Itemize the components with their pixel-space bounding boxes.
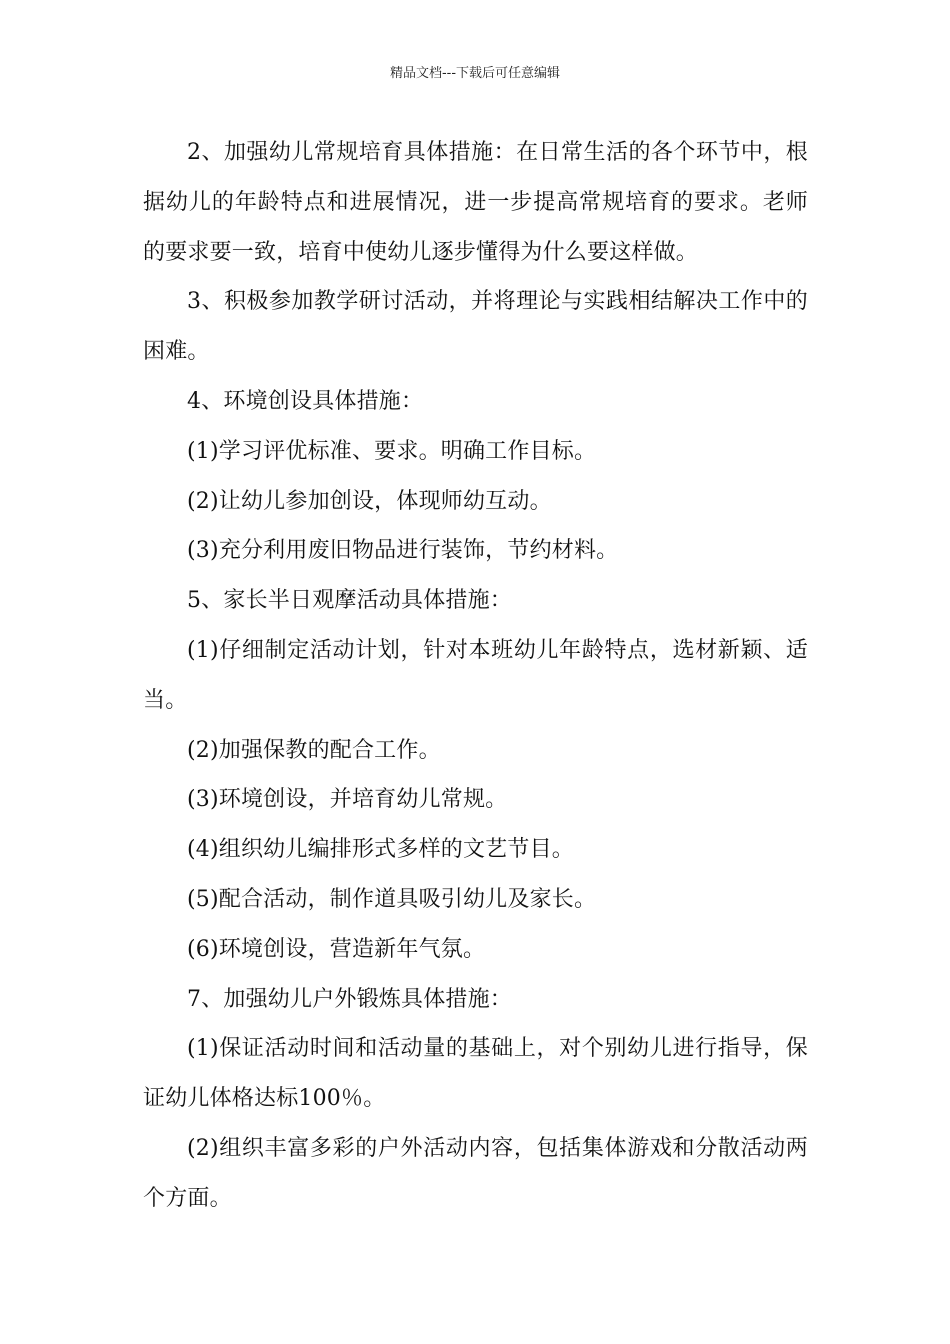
paragraph-item-2: 2、加强幼儿常规培育具体措施：在日常生活的各个环节中，根据幼儿的年龄特点和进展情况，进一步提高常规培育的要求。老师的要求要一致，培育中使幼儿逐步懂得为什么要这样做。 <box>143 140 808 265</box>
paragraph-item-5-4: (4)组织幼儿编排形式多样的文艺节目。 <box>187 837 574 863</box>
paragraph-item-4-2: (2)让幼儿参加创设，体现师幼互动。 <box>187 488 552 514</box>
paragraph-item-3: 3、积极参加教学研讨活动，并将理论与实践相结解决工作中的困难。 <box>143 289 808 365</box>
paragraph-item-5-heading: 5、家长半日观摩活动具体措施： <box>187 588 512 614</box>
paragraph-item-5-2: (2)加强保教的配合工作。 <box>187 737 441 763</box>
page-header: 精品文档---下载后可任意编辑 <box>389 66 561 81</box>
paragraph-item-4-1: (1)学习评优标准、要求。明确工作目标。 <box>187 438 597 464</box>
paragraph-item-7-2: (2)组织丰富多彩的户外活动内容，包括集体游戏和分散活动两个方面。 <box>143 1135 808 1211</box>
paragraph-item-5-6: (6)环境创设，营造新年气氛。 <box>187 936 486 962</box>
paragraph-item-4-heading: 4、环境创设具体措施： <box>187 388 424 414</box>
paragraph-item-5-5: (5)配合活动，制作道具吸引幼儿及家长。 <box>187 886 597 912</box>
paragraph-item-5-1: (1)仔细制定活动计划，针对本班幼儿年龄特点，选材新颖、适当。 <box>143 637 808 713</box>
paragraph-item-5-3: (3)环境创设，并培育幼儿常规。 <box>187 787 508 813</box>
paragraph-item-7-heading: 7、加强幼儿户外锻炼具体措施： <box>187 986 512 1012</box>
paragraph-item-4-3: (3)充分利用废旧物品进行装饰，节约材料。 <box>187 538 619 564</box>
paragraph-item-7-1: (1)保证活动时间和活动量的基础上，对个别幼儿进行指导，保证幼儿体格达标100％。 <box>143 1036 808 1112</box>
document-body <box>143 128 808 1224</box>
